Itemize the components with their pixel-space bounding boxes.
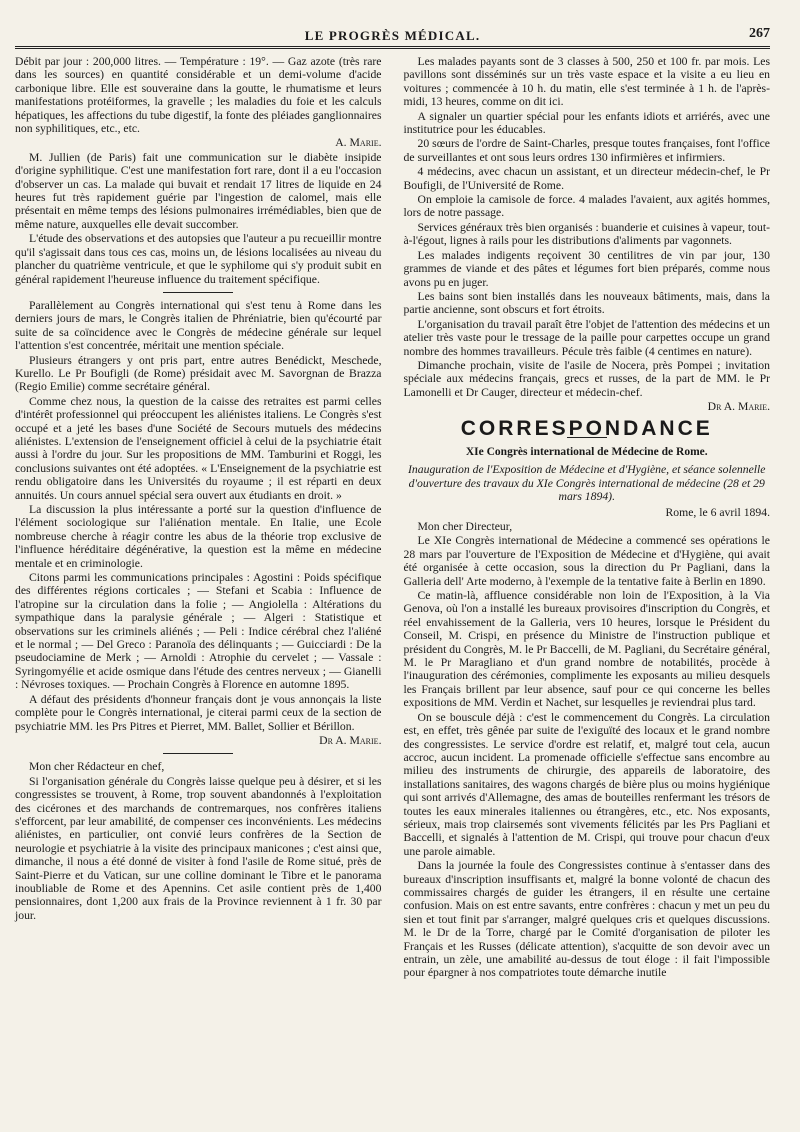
paragraph: Débit par jour : 200,000 litres. — Température : 19°. — Gaz azote (très rare dans les sources) en quantité considérable et un demi-volume d'acide carbonique libre. Elle est souveraine dans la goutte, le rhumatisme et leurs manifestations protéiformes, la gravelle ; les maladies du foie et les calculs hépatiques, les affections du tube digestif, la fonte des pléiades ganglionnaires non syphilitiques, etc., etc. bbox=[15, 55, 382, 136]
paragraph: 4 médecins, avec chacun un assistant, et un directeur médecin-chef, le Pr Boufigli, de l'Université de Rome. bbox=[403, 165, 770, 192]
paragraph: On emploie la camisole de force. 4 malades l'avaient, aux agités hommes, lors de notre passage. bbox=[403, 193, 770, 220]
salutation: Mon cher Directeur, bbox=[417, 520, 513, 533]
paragraph: Ce matin-là, affluence considérable non loin de l'Exposition, à la Via Genova, où l'on a installé les bureaux provisoires d'inscription du Congrès, et réel envahissement de la Galleria, vers 10 heures, lorsque le Président du Conseil, M. Crispi, en présence du Ministre de l'instruction publique et président du Congrès, M. le Pr Baccelli, de M. Pagliani, du Secrétaire général, M. le Pr Maragliano et d'un grand nombre de notabilités, procède à l'inauguration des cérémonies, complimente les exposants au milieu desquels les Français brillent par leur absence, sauf pour ce qui concerne les belles expositions de MM. Verdin et Nachet, sur lesquelles je reviendrai plus tard. bbox=[403, 589, 770, 710]
paragraph: On se bouscule déjà : c'est le commencement du Congrès. La circulation est, en effet, très gênée par suite de l'exiguïté des locaux et le grand nombre des congressistes. Le service d'ordre est relatif, et, malgré tout cela, aucun accroc, aucun incident. La promenade officielle s'effectue sans encombre au milieu des instruments de chirurgie, des appareils de laboratoire, des installations sanitaires, des wagons chargés de bière plus ou moins hygiénique qui sont arrivés d'Allemagne, des amas de bouteilles renfermant les trésors de toutes les eaux minerales italiennes ou étrangères, etc., etc. Nos exposants, sérieux, mais trop clairsemés sont vivements félicités par les Prs Pagliani et Baccelli, et signalés à l'attention de M. Crispi, qui trouve pour chacun d'eux une parole aimable. bbox=[403, 710, 770, 858]
paragraph: Services généraux très bien organisés : buanderie et cuisines à vapeur, tout-à-l'égout, lignes à rails pour les distributions d'aliments par vagonnets. bbox=[403, 220, 770, 248]
paragraph: Comme chez nous, la question de la caisse des retraites est parmi celles d'intérêt professionnel qui préoccupent les aliénistes italiens. Le Congrès s'est occupé et a jeté les bases d'une Société de Secours mutuels des médecins aliénistes. L'extension de l'enseignement officiel à celui de la psychiatrie était aussi à l'ordre du jour. Sur les propositions de MM. Tamburini et Roggi, les conclusions suivantes ont été adoptées. « L'Enseignement de la psychiatrie est rendu obligatoire dans les Universités du royaume ; il est réparti en deux annuités. Un cours annuel spécial sera ouvert aux étudiants en droit. » bbox=[15, 394, 382, 502]
paragraph: Le XIe Congrès international de Médecine a commencé ses opérations le 28 mars par l'ouverture de l'Exposition de Médecine et d'Hygiène, qui avait été organisée à cette occasion, sous la direction du Pr Pagliani, dans la Galleria dell' Arte moderno, à l'exemple de la tentative faite à Berlin en 1890. bbox=[403, 534, 770, 588]
paragraph: Les bains sont bien installés dans les nouveaux bâtiments, mais, dans la partie ancienne, sont obscurs et fort étroits. bbox=[403, 289, 770, 317]
signature: A. Marie. bbox=[335, 136, 382, 150]
paragraph: Plusieurs étrangers y ont pris part, entre autres Benédickt, Meschede, Kurello. Le Pr Boufigli (de Rome) présidait avec M. Savorgnan de Brazza (Regio Emilie) comme secrétaire général. bbox=[15, 353, 382, 394]
left-column bbox=[15, 55, 382, 981]
dateline: Rome, le 6 avril 1894. bbox=[665, 505, 770, 519]
signature: Dr A. Marie. bbox=[707, 400, 770, 414]
section-title: CORRESPONDANCE bbox=[460, 416, 713, 440]
paragraph: Dimanche prochain, visite de l'asile de Nocera, près Pompei ; invitation spéciale aux médecins français, grecs et russes, de la part de MM. le Pr Lamonelli et Dr Cauger, directeur et médecin-chef. bbox=[403, 358, 770, 399]
paragraph: M. Jullien (de Paris) fait une communication sur le diabète insipide d'origine syphilitique. C'est une manifestation fort rare, dont il a eu l'occasion d'observer un cas. La malade qui buvait et rendait 17 litres de liquide en 24 heures fut très rapidement guérie par l'ingestion de calomel, mais elle présentait en même temps des lésions pulmonaires irrémédiables, bien que de même nature, auxquelles elle devait succomber. bbox=[15, 150, 382, 231]
paragraph: Dans la journée la foule des Congressistes continue à s'entasser dans des bureaux d'inscription insuffisants et, malgré la bonne volonté de chacun des commissaires chargés de guider les étrangers, il en résulte une certaine confusion. Mais on est entre savants, entre confrères : chacun y met un peu du sien et tout finit par s'arranger, malgré quelques cris et quelques discussions. M. le Dr de la Torre, chargé par le Comité d'organisation de piloter les Français et les Russes (délicate attention), s'acquitte de son devoir avec un entrain, un zèle, une amabilité au-dessus de tout éloge : il fait l'impossible pour épargner à nos compatriotes toute démarche inutile bbox=[403, 859, 770, 980]
paragraph: La discussion la plus intéressante a porté sur la question d'influence de l'élément sociologique sur l'aliénation mentale. En Italie, une Ecole nombreuse cherche à réagir contre les abus de la théorie trop exclusive de l'influence héréditaire dégénérative, la question est la même en médecine mentale et en criminologie. bbox=[15, 503, 382, 570]
paragraph: L'organisation du travail paraît être l'objet de l'attention des médecins et un atelier très vaste pour le tressage de la paille pour carpettes occupe un grand nombre des hommes travailleurs. Pécule très faible (4 centimes en nature). bbox=[403, 317, 770, 358]
journal-title: LE PROGRÈS MÉDICAL. bbox=[304, 28, 481, 43]
salutation: Mon cher Rédacteur en chef, bbox=[29, 760, 165, 774]
signature: Dr A. Marie. bbox=[319, 733, 382, 747]
paragraph: 20 sœurs de l'ordre de Saint-Charles, presque toutes françaises, font l'office de surveillantes et ont sous leurs ordres 130 infirmières et infirmiers. bbox=[403, 137, 770, 164]
paragraph: Les malades indigents reçoivent 30 centilitres de vin par jour, 130 grammes de viande et des pâtes et légumes fort bien préparés, comme nous avons pu en juger. bbox=[403, 248, 770, 289]
running-header bbox=[15, 22, 770, 44]
right-column bbox=[404, 55, 771, 981]
paragraph: L'étude des observations et des autopsies que l'auteur a pu recueillir montre qu'il s'agissait dans tous ces cas, moins un, de lésions localisées au niveau du plancher du quatrième ventricule, et que le syphilome qui s'y produit subit en général rapidement l'heureuse influence du traitement spécifique. bbox=[15, 232, 382, 286]
article-subtitle: Inauguration de l'Exposition de Médecine et d'Hygiène, et séance solennelle d'ouverture des travaux du XIe Congrès international de médecine (28 et 29 mars 1894). bbox=[408, 463, 766, 504]
paragraph: A signaler un quartier spécial pour les enfants idiots et arriérés, avec une institutrice pour les éducables. bbox=[403, 109, 770, 137]
paragraph: Si l'organisation générale du Congrès laisse quelque peu à désirer, et si les congressistes se trouvent, à Rome, trop souvent abandonnés à l'exploitation des cicérones et des marchands de contremarques, nos confrères italiens s'efforcent, par leur amabilité, de compenser ces inconvénients. Les médecins aliénistes, en particulier, ont convié leurs confrères de la Section de neurologie et psychiatrie à la visite des principaux manicones ; c'est ainsi que, dimanche, il nous a été donné de visiter à fond l'asile de Rome situé, près de Saint-Pierre et du Vatican, sur une colline dominant le Tibre et le panorama inoubliable de Rome et des Apennins. Cet asile contient près de 1,400 pensionnaires, dont 1,200 aux frais de la Province reviennent à 1 fr. 30 par jour. bbox=[15, 774, 382, 922]
paragraph: Citons parmi les communications principales : Agostini : Poids spécifique des différentes régions corticales ; — Stefani et Scabia : Influence de l'atropine sur la circulation dans la folie ; — Angiolella : Altérations du sympathique dans la paralysie générale ; — Algeri : Statistique et observations sur les criminels aliénés ; — Peli : Indice cérébral chez l'aliéné et le normal ; — Del Greco : Paranoïa des délinquants ; — Guicciardi : De la pseudociamine de Merk ; — Arnoldi : Atrophie du cervelet ; — Vassale : Syringomyélie et acide osmique dans l'étude des centres nerveux ; — Gianelli : Névroses toxiques. — Prochain Congrès à Florence en automne 1895. bbox=[15, 571, 382, 692]
page-number: 267 bbox=[749, 26, 770, 41]
section-separator bbox=[163, 292, 233, 293]
section-separator bbox=[163, 753, 233, 754]
paragraph: A défaut des présidents d'honneur français dont je vous annonçais la liste complète pour le Congrès international, je citerai parmi ceux de la section de psychiatrie MM. les Prs Pitres et Pierret, MM. Ballet, Sollier et Bérillon. bbox=[15, 692, 382, 733]
paragraph: Parallèlement au Congrès international qui s'est tenu à Rome dans les derniers jours de mars, le Congrès italien de Phréniatrie, bien qu'écourté par suite de sa coïncidence avec le Congrès de médecine générale sur lequel l'attention s'est concentrée, méritait une mention spéciale. bbox=[15, 298, 382, 353]
paragraph: Les malades payants sont de 3 classes à 500, 250 et 100 fr. par mois. Les pavillons sont disséminés sur un très vaste espace et la visite a eu lieu en voitures ; commencée à 10 h. du matin, elle s'est terminée à 1 h. de l'après-midi, 13 heures, comme on dit ici. bbox=[403, 55, 770, 109]
article-title: XIe Congrès international de Médecine de Rome. bbox=[465, 445, 708, 458]
columns bbox=[15, 55, 770, 981]
header-rule bbox=[15, 46, 770, 49]
